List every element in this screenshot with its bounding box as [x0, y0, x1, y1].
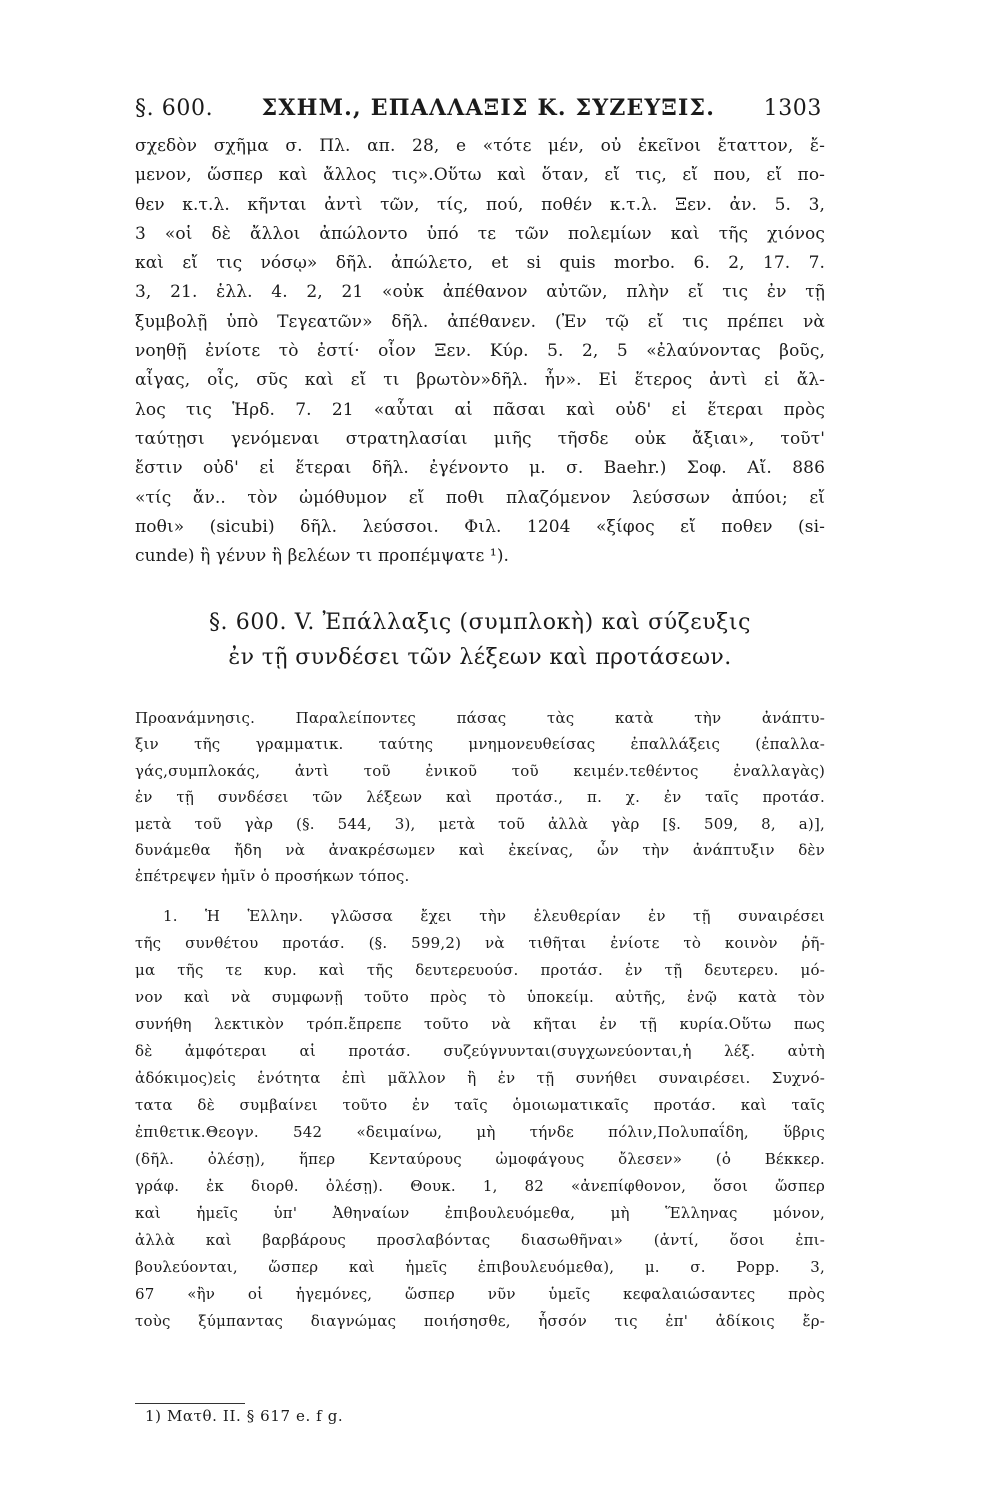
text-line: cunde) ἢ γένυν ἢ βελέων τι προπέμψατε ¹).: [135, 546, 510, 567]
text-line: μενον, ὥσπερ καὶ ἄλλος τις».Οὕτω καὶ ὅταν, εἴ τις, εἴ που, εἴ πο-: [135, 165, 825, 186]
footnote-rule: [135, 1403, 245, 1404]
text-line: καὶ ἡμεῖς ὑπ' Ἀθηναίων ἐπιβουλευόμεθα, μὴ Ἕλληνας μόνον,: [135, 1204, 825, 1222]
text-line: θεν κ.τ.λ. κῆνται ἀντὶ τῶν, τίς, πού, ποθέν κ.τ.λ. Ξεν. ἀν. 5. 3,: [135, 194, 825, 215]
text-line: «τίς ἄν.. τὸν ὠμόθυμον εἴ ποθι πλαζόμενον λεύσσων ἀπύοι; εἴ: [135, 487, 825, 508]
text-line: 1. Ἡ Ἑλλην. γλῶσσα ἔχει τὴν ἐλευθερίαν ἐν τῇ συναιρέσει: [163, 907, 825, 925]
text-line: ἀλλὰ καὶ βαρβάρους προσλαβόντας διασωθῆναι» (ἀντί, ὅσοι ἐπι-: [135, 1231, 825, 1249]
section-heading-line: ἐν τῇ συνδέσει τῶν λέξεων καὶ προτάσεων.: [228, 645, 732, 670]
text-line: λος τις Ἡρδ. 7. 21 «αὗται αἱ πᾶσαι καὶ οὐδ' εἰ ἕτεραι πρὸς: [135, 399, 825, 420]
text-line: ἀδόκιμος)εἰς ἑνότητα ἐπὶ μᾶλλον ἢ ἐν τῇ συνήθει συναιρέσει. Συχνό-: [135, 1069, 825, 1087]
text-line: γάς,συμπλοκάς, ἀντὶ τοῦ ἐνικοῦ τοῦ κειμέν.τεθέντος ἐναλλαγὰς): [135, 761, 825, 780]
running-head-title: ΣΧΗΜ., ΕΠΑΛΛΑΞΙΣ Κ. ΣΥΖΕΥΞΙΣ.: [261, 95, 716, 121]
text-line: ποθι» (sicubi) δῆλ. λεύσσοι. Φιλ. 1204 «ξίφος εἴ ποθεν (si-: [135, 516, 825, 537]
text-line: γράφ. ἐκ διορθ. ὀλέσῃ). Θουκ. 1, 82 «ἀνεπίφθονον, ὅσοι ὥσπερ: [135, 1177, 825, 1195]
text-line: Προανάμνησις. Παραλείποντες πάσας τὰς κατὰ τὴν ἀνάπτυ-: [135, 709, 825, 727]
text-line: δὲ ἀμφότεραι αἱ προτάσ. συζεύγνυνται(συγχωνεύονται,ἡ λέξ. αὐτὴ: [135, 1042, 825, 1060]
text-line: νοηθῇ ἐνίοτε τὸ ἐστί· οἷον Ξεν. Κύρ. 5. 2, 5 «ἐλαύνοντας βοῦς,: [135, 341, 825, 362]
text-line: ἐν τῇ συνδέσει τῶν λέξεων καὶ προτάσ., π. χ. ἐν ταῖς προτάσ.: [135, 788, 825, 807]
text-line: δυνάμεθα ἤδη νὰ ἀνακρέσωμεν καὶ ἐκείνας, ὧν τὴν ἀνάπτυξιν δὲν: [135, 840, 825, 859]
text-line: τῆς συνθέτου προτάσ. (§. 599,2) νὰ τιθῆται ἐνίοτε τὸ κοινὸν ῥῆ-: [135, 934, 825, 952]
numbered-paragraph-1: [135, 903, 825, 1335]
section-heading-line: §. 600. V. Ἐπάλλαξις (συμπλοκὴ) καὶ σύζευξις: [208, 610, 752, 635]
text-line: νον καὶ νὰ συμφωνῇ τοῦτο πρὸς τὸ ὑποκείμ. αὐτῆς, ἐνῷ κατὰ τὸν: [135, 988, 825, 1006]
text-line: 3 «οἱ δὲ ἄλλοι ἀπώλοντο ὑπό τε τῶν πολεμίων καὶ τῆς χιόνος: [135, 223, 825, 244]
text-line: μα τῆς τε κυρ. καὶ τῆς δευτερευούσ. προτάσ. ἐν τῇ δευτερευ. μό-: [135, 961, 825, 979]
text-line: ἔστιν οὐδ' εἰ ἕτεραι δῆλ. ἐγένοντο μ. σ. Baehr.) Σοφ. Αἴ. 886: [135, 458, 825, 479]
text-line: ξιν τῆς γραμματικ. ταύτης μνημονευθείσας ἐπαλλάξεις (ἐπαλλα-: [135, 735, 825, 754]
continued-paragraph: [135, 132, 825, 571]
text-line: ταύτῃσι γενόμεναι στρατηλασίαι μιῆς τῆσδε οὐκ ἄξιαι», τοῦτ': [135, 428, 825, 449]
text-line: σχεδὸν σχῆμα σ. Πλ. απ. 28, e «τότε μέν, οὐ ἐκεῖνοι ἔταττον, ἔ-: [135, 136, 825, 156]
text-line: αἶγας, οἶς, σῦς καὶ εἴ τι βρωτὸν»δῆλ. ἦν». Εἰ ἕτερος ἀντὶ εἰ ἄλ-: [135, 370, 825, 391]
running-head: [135, 92, 822, 124]
preface-paragraph: [135, 705, 825, 890]
text-line: (δῆλ. ὀλέσῃ), ἥπερ Κενταύρους ὠμοφάγους ὄλεσεν» (ὁ Βέκκερ.: [135, 1150, 825, 1168]
text-line: ἐπιθετικ.Θεογν. 542 «δειμαίνω, μὴ τήνδε πόλιν,Πολυπαΐδη, ὕβρις: [135, 1123, 825, 1141]
page-number: 1303: [763, 95, 822, 121]
text-line: 3, 21. ἑλλ. 4. 2, 21 «οὐκ ἀπέθανον αὐτῶν, πλὴν εἴ τις ἐν τῇ: [135, 282, 825, 303]
text-line: ἐπέτρεψεν ἡμῖν ὁ προσήκων τόπος.: [135, 867, 410, 886]
text-line: μετὰ τοῦ γὰρ (§. 544, 3), μετὰ τοῦ ἀλλὰ γὰρ [§. 509, 8, a)],: [135, 814, 825, 833]
text-line: τατα δὲ συμβαίνει τοῦτο ἐν ταῖς ὁμοιωματικαῖς προτάσ. καὶ ταῖς: [135, 1096, 825, 1114]
text-line: 67 «ἢν οἱ ἡγεμόνες, ὥσπερ νῦν ὑμεῖς κεφαλαιώσαντες πρὸς: [135, 1285, 825, 1303]
text-line: συνήθη λεκτικὸν τρόπ.ἔπρεπε τοῦτο νὰ κῆται ἐν τῇ κυρία.Οὕτω πως: [135, 1015, 825, 1033]
section-heading: [135, 606, 825, 676]
footnote: 1) Ματθ. II. § 617 e. f g.: [145, 1407, 344, 1425]
text-line: τοὺς ξύμπαντας διαγνώμας ποιήσησθε, ἧσσόν τις ἐπ' ἀδίκοις ἔρ-: [135, 1312, 825, 1330]
text-line: καὶ εἴ τις νόσῳ» δῆλ. ἀπώλετο, et si quis morbo. 6. 2, 17. 7.: [135, 253, 825, 274]
text-line: βουλεύονται, ὥσπερ καὶ ἡμεῖς ἐπιβουλευόμεθα), μ. σ. Popp. 3,: [135, 1258, 825, 1276]
text-line: ξυμβολῇ ὑπὸ Τεγεατῶν» δῆλ. ἀπέθανεν. (Ἐν τῷ εἴ τις πρέπει νὰ: [135, 311, 825, 332]
running-head-section: §. 600.: [135, 95, 214, 121]
